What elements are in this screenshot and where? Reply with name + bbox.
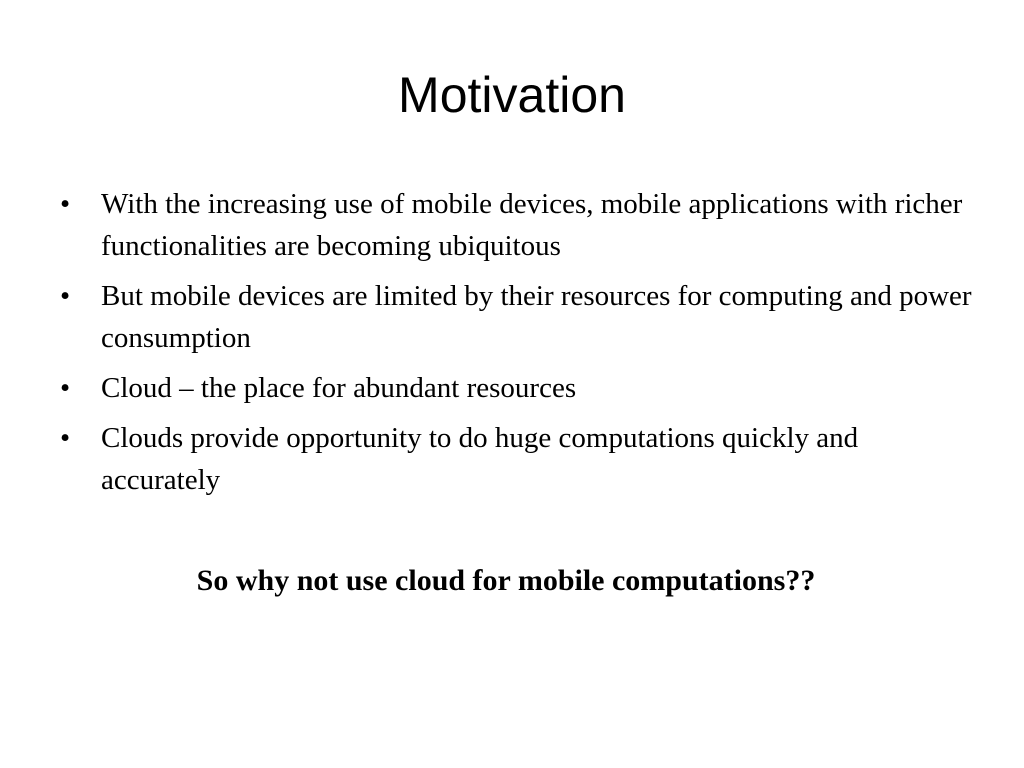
bullet-text: Clouds provide opportunity to do huge computations quickly and accurately (101, 422, 859, 496)
bullet-list (60, 183, 980, 509)
slide-title: Motivation (398, 67, 626, 123)
bullet-text: With the increasing use of mobile devices, mobile applications with richer functionalities are becoming ubiquitous (101, 188, 963, 262)
bullet-item (60, 367, 980, 409)
bullet-icon: • (60, 280, 71, 312)
bullet-icon: • (60, 372, 71, 404)
bullet-item (60, 183, 980, 267)
bullet-text: Cloud – the place for abundant resources (101, 372, 577, 404)
bullet-icon: • (60, 422, 71, 454)
bullet-item (60, 275, 980, 359)
closing-question: So why not use cloud for mobile computations?? (196, 564, 816, 597)
bullet-icon: • (60, 188, 71, 220)
bullet-text: But mobile devices are limited by their resources for computing and power consumption (101, 280, 972, 354)
bullet-item (60, 417, 980, 501)
